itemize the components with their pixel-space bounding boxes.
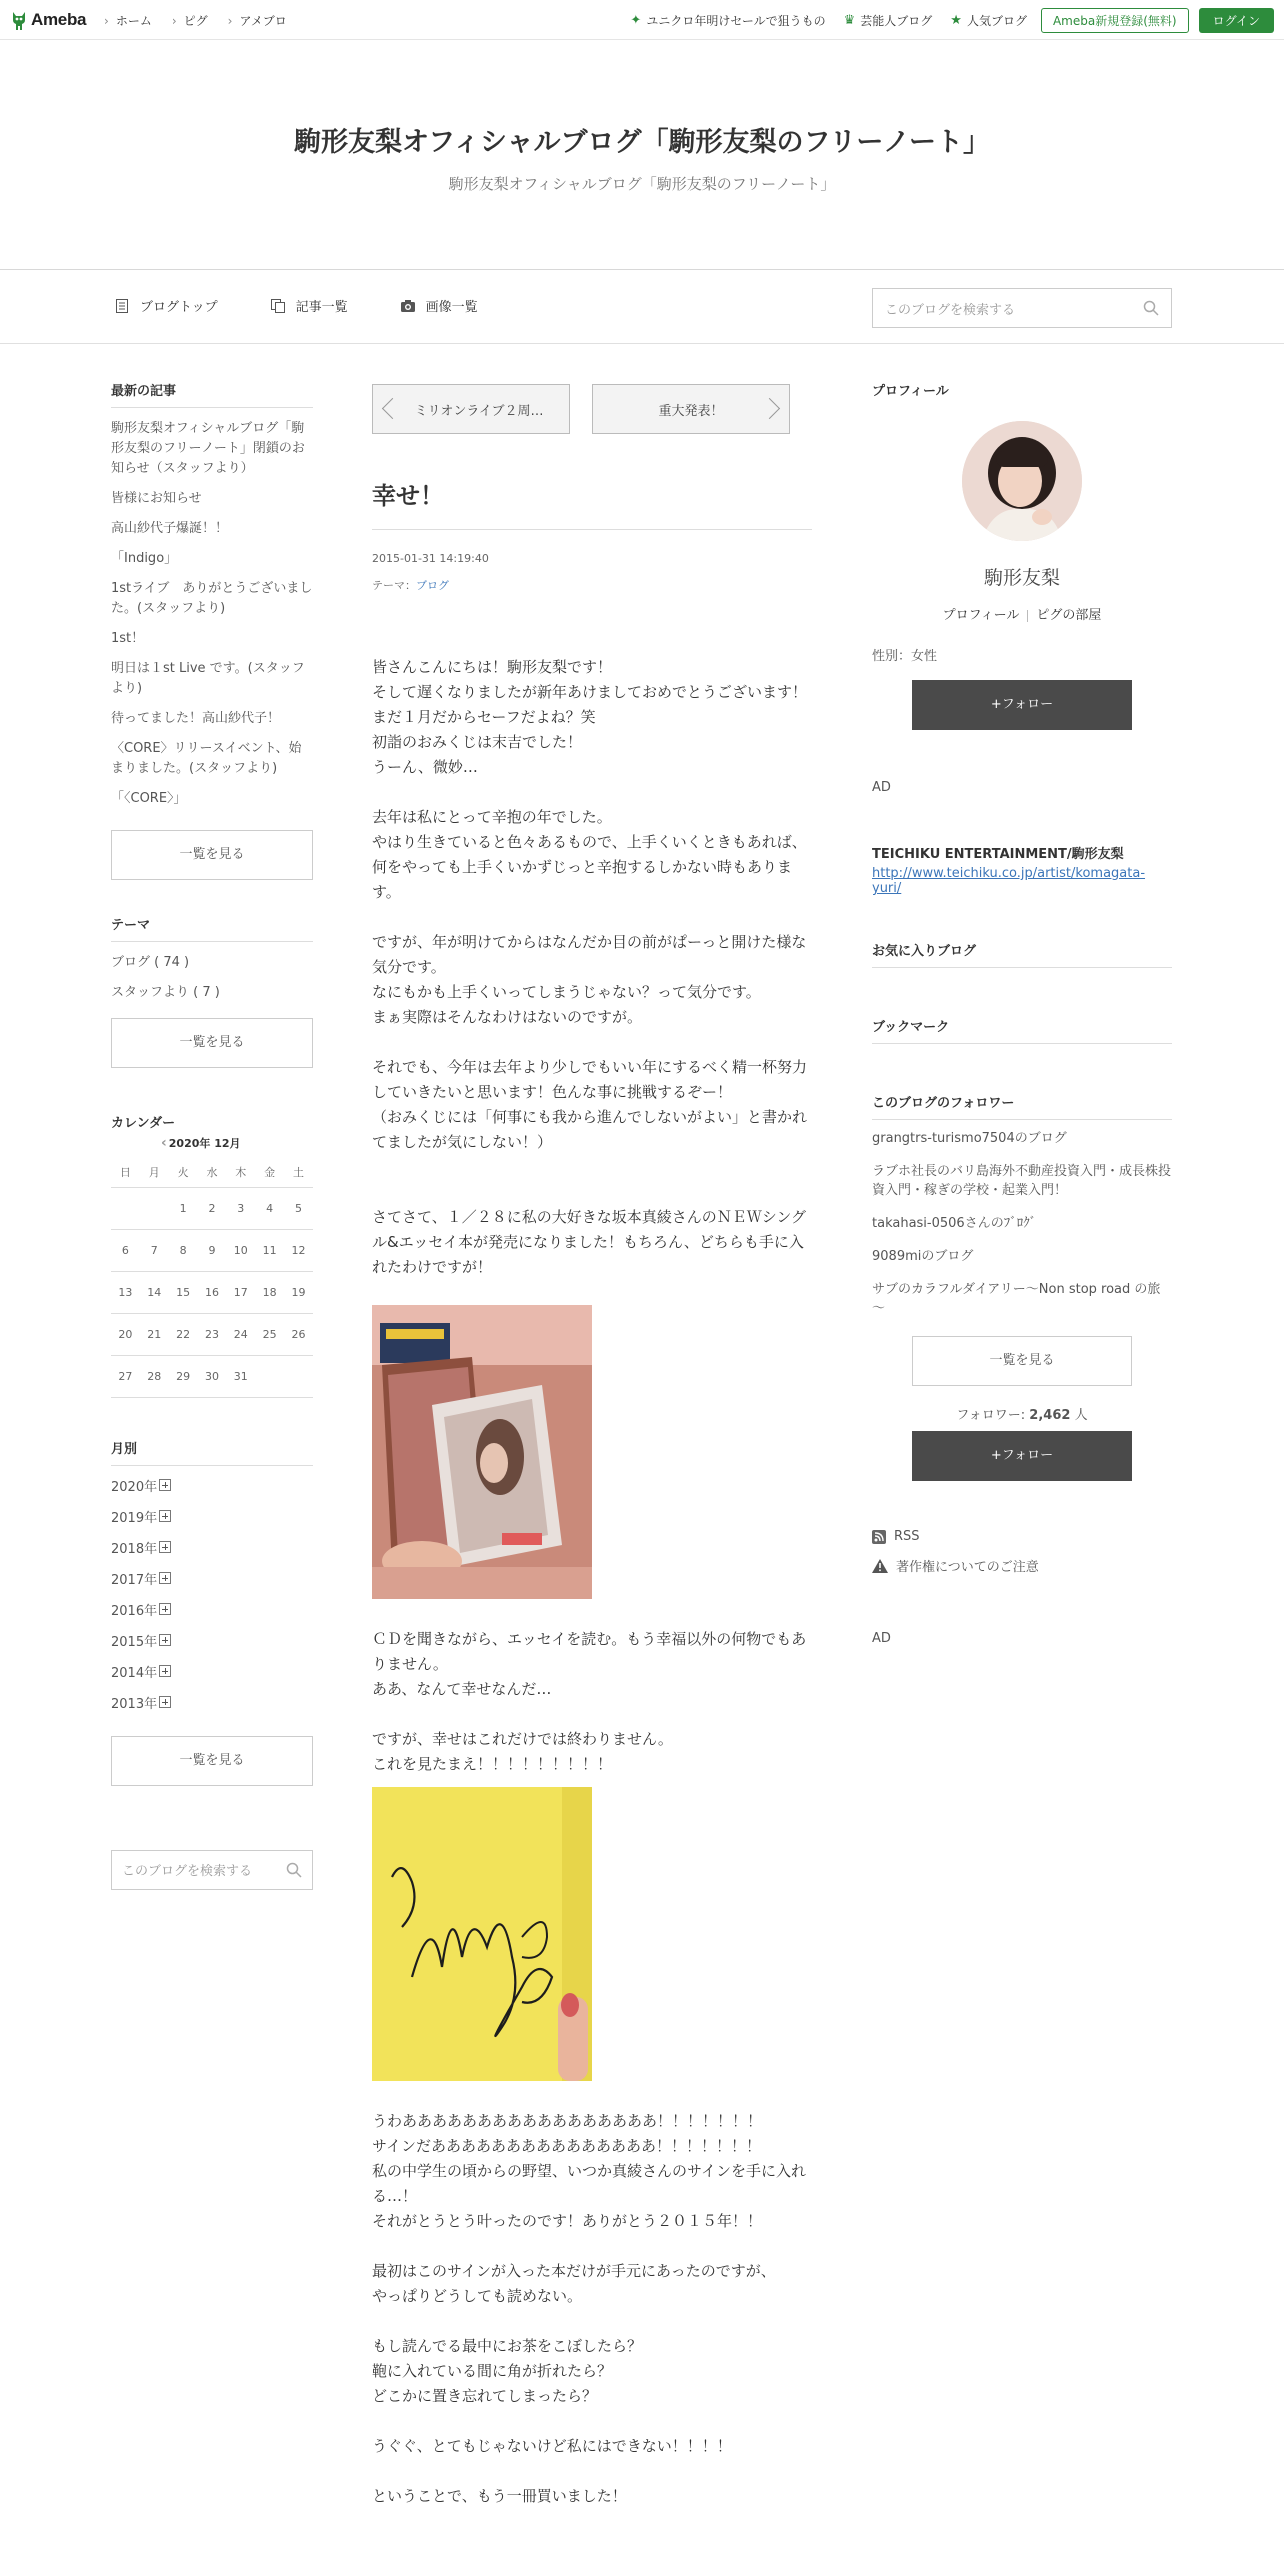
follower-count-label: フォロワー: xyxy=(956,1408,1026,1423)
divider xyxy=(372,529,812,530)
calendar-day[interactable]: 30 xyxy=(198,1355,227,1397)
pigg-room-link[interactable]: ピグの部屋 xyxy=(1036,608,1102,623)
cd-book-photo-image xyxy=(372,1305,592,1599)
top-right xyxy=(630,8,1274,33)
expand-icon[interactable] xyxy=(159,1572,171,1584)
theme-item-staff[interactable]: スタッフより ( 7 ) xyxy=(111,985,220,1000)
blog-menu-bar xyxy=(0,270,1284,344)
label-url-link[interactable]: http://www.teichiku.co.jp/artist/komagata-yuri/ xyxy=(872,866,1146,896)
entry-theme-prefix: テーマ： xyxy=(372,579,416,592)
follower-item[interactable]: サブのカラフルダイアリー～Non stop road の旅～ xyxy=(872,1282,1161,1316)
menu-image-list[interactable] xyxy=(400,296,478,315)
archive-year[interactable] xyxy=(111,1532,313,1563)
recent-more-button[interactable]: 一覧を見る xyxy=(111,830,313,880)
entry-paragraph: もし読んでる最中にお茶をこぼしたら？ 鞄に入れている間に角が折れたら？ どこかに置き忘れてしまったら？ xyxy=(372,2337,643,2405)
calendar-day[interactable]: 26 xyxy=(284,1313,313,1355)
calendar-day xyxy=(140,1187,169,1229)
profile-title: プロフィール xyxy=(872,384,949,399)
menu-article-list[interactable] xyxy=(270,296,348,315)
calendar-month: 2020年 12月 xyxy=(168,1137,241,1150)
archive-year-label: 2019年 xyxy=(111,1510,158,1526)
entry-paragraph: さてさて、１／２８に私の大好きな坂本真綾さんのＮＥＷシングル&エッセイ本が発売になりました！もちろん、どちらも手に入れたわけですが！ xyxy=(372,1208,807,1276)
entry-paragraph: ですが、年が明けてからはなんだか目の前がぱーっと開けた様な気分です。 なにもかも上手くいってしまうじゃない？って気分です。 まぁ実際はそんなわけはないのですが。 xyxy=(372,933,807,1026)
weekday-label: 金 xyxy=(255,1157,284,1187)
calendar-title: カレンダー xyxy=(111,1116,176,1131)
weekday-label: 水 xyxy=(198,1157,227,1187)
bookmark-title: ブックマーク xyxy=(872,1016,1172,1044)
entry-paragraph: それでも、今年は去年より少しでもいい年にするべく精一杯努力していきたいと思います！色んな事に挑戦するぞー！ （おみくじには「何事にも我から進んでしないがよい」と書かれてましたが気にしない！） xyxy=(372,1058,808,1151)
search-placeholder: このブログを検索する xyxy=(885,302,1016,318)
calendar-day[interactable]: 27 xyxy=(111,1355,140,1397)
label-name: TEICHIKU ENTERTAINMENT/駒形友梨 xyxy=(872,847,1124,862)
follow-button[interactable]: +フォロー xyxy=(912,680,1132,730)
recent-article-item[interactable]: 1st！ xyxy=(111,631,145,646)
calendar-day[interactable]: 2 xyxy=(198,1187,227,1229)
recent-article-item[interactable]: 明日は１st Live です。(スタッフより) xyxy=(111,661,305,696)
calendar-day[interactable]: 29 xyxy=(169,1355,198,1397)
entry-title[interactable]: 幸せ！ xyxy=(372,482,444,510)
calendar-day[interactable]: 23 xyxy=(198,1313,227,1355)
calendar-day[interactable]: 10 xyxy=(226,1229,255,1271)
feed-links xyxy=(872,1529,1172,1575)
right-sidebar xyxy=(872,380,1172,1646)
archive-year-label: 2016年 xyxy=(111,1603,158,1619)
favorites-title: お気に入りブログ xyxy=(872,940,1172,968)
calendar-header xyxy=(161,1135,313,1151)
menu-article-list-label: 記事一覧 xyxy=(295,300,348,315)
calendar-week xyxy=(111,1229,313,1271)
theme-item-blog[interactable]: ブログ ( 74 ) xyxy=(111,955,190,970)
calendar-week xyxy=(111,1187,313,1229)
calendar-week xyxy=(111,1271,313,1313)
archive-year-label: 2015年 xyxy=(111,1634,158,1650)
archive-year-label: 2018年 xyxy=(111,1541,158,1557)
rss-icon xyxy=(872,1530,886,1544)
popular-blog-link[interactable] xyxy=(950,12,1027,29)
avatar[interactable] xyxy=(962,421,1082,541)
celebrity-blog-link[interactable] xyxy=(844,12,933,29)
expand-icon[interactable] xyxy=(159,1665,171,1677)
weekday-label: 日 xyxy=(111,1157,140,1187)
recent-articles-title: 最新の記事 xyxy=(111,380,313,408)
archive-title: 月別 xyxy=(111,1438,313,1466)
calendar-day[interactable]: 15 xyxy=(169,1271,198,1313)
entry-paragraph: 最初はこのサインが入った本だけが手元にあったのですが、 やっぱりどうしても読めない。 xyxy=(372,2262,776,2305)
calendar-day[interactable]: 28 xyxy=(140,1355,169,1397)
profile-link[interactable]: プロフィール xyxy=(942,608,1020,623)
weekday-label: 木 xyxy=(226,1157,255,1187)
calendar-day[interactable]: 13 xyxy=(111,1271,140,1313)
recent-article-item[interactable]: 「〈CORE〉」 xyxy=(111,791,187,806)
archive-year-label: 2013年 xyxy=(111,1696,158,1712)
copyright-label: 著作権についてのご注意 xyxy=(896,1560,1039,1575)
ad-label-bottom: AD xyxy=(872,1631,891,1646)
recent-articles-list xyxy=(111,414,313,814)
archive-year[interactable] xyxy=(111,1501,313,1532)
calendar-day[interactable]: 6 xyxy=(111,1229,140,1271)
expand-icon[interactable] xyxy=(159,1479,171,1491)
calendar-day[interactable]: 24 xyxy=(226,1313,255,1355)
calendar-day xyxy=(284,1355,313,1397)
archive-year-label: 2020年 xyxy=(111,1479,158,1495)
calendar-week xyxy=(111,1313,313,1355)
followers-list xyxy=(872,1129,1172,1318)
theme-more-button[interactable]: 一覧を見る xyxy=(111,1018,313,1068)
menu-blog-top-label: ブログトップ xyxy=(140,300,218,315)
logo-text: Ameba xyxy=(31,10,87,29)
archive-year[interactable] xyxy=(111,1625,313,1656)
entry-photo-autograph[interactable] xyxy=(372,1787,592,2081)
calendar-day[interactable]: 1 xyxy=(169,1187,198,1229)
warning-icon xyxy=(872,1559,888,1573)
sparkle-icon: ✦ xyxy=(630,13,642,28)
calendar-day[interactable]: 3 xyxy=(226,1187,255,1229)
top-bar xyxy=(0,0,1284,40)
recent-article-item[interactable]: 〈CORE〉リリースイベント、始まりました。(スタッフより) xyxy=(111,741,302,776)
follower-item[interactable]: takahasi-0506さんのﾌﾞﾛｸﾞ xyxy=(872,1216,1037,1231)
entry-pager xyxy=(372,384,812,434)
avatar-image xyxy=(962,421,1082,541)
profile-links xyxy=(872,604,1172,623)
calendar-day xyxy=(111,1187,140,1229)
expand-icon[interactable] xyxy=(159,1603,171,1615)
ameba-logo-icon xyxy=(10,9,28,31)
entry-main xyxy=(372,384,812,2534)
archive-year-label: 2014年 xyxy=(111,1665,158,1681)
calendar-day[interactable]: 20 xyxy=(111,1313,140,1355)
entry-paragraph: ですが、幸せはこれだけでは終わりません。 これを見たまえ！！！！！！！！！ xyxy=(372,1730,673,1773)
follower-item[interactable]: grangtrs-turismo7504のブログ xyxy=(872,1131,1067,1146)
login-button[interactable]: ログイン xyxy=(1199,8,1274,33)
recent-article-item[interactable]: 皆様にお知らせ xyxy=(111,491,202,506)
calendar-table xyxy=(111,1157,313,1398)
recent-article-item[interactable]: 待ってました！高山紗代子！ xyxy=(111,711,281,726)
expand-icon[interactable] xyxy=(159,1541,171,1553)
entry-body xyxy=(372,655,812,2509)
nav-ameblo[interactable]: › アメブロ xyxy=(228,12,287,29)
expand-icon[interactable] xyxy=(159,1696,171,1708)
label-section xyxy=(872,843,1172,896)
calendar-day[interactable]: 14 xyxy=(140,1271,169,1313)
expand-icon[interactable] xyxy=(159,1510,171,1522)
entry-paragraph: ＣＤを聞きながら、エッセイを読む。もう幸福以外の何物でもありません。 ああ、なんて幸せなんだ… xyxy=(372,1630,807,1698)
menu-image-list-label: 画像一覧 xyxy=(425,300,478,315)
calendar-day[interactable]: 18 xyxy=(255,1271,284,1313)
copy-icon xyxy=(270,298,286,314)
nav-pigg[interactable]: › ピグ xyxy=(172,12,208,29)
autograph-photo-image xyxy=(372,1787,592,2081)
search-icon[interactable] xyxy=(1143,300,1159,316)
calendar-day[interactable]: 9 xyxy=(198,1229,227,1271)
popular-blog-label: 人気ブログ xyxy=(966,14,1027,28)
weekday-label: 月 xyxy=(140,1157,169,1187)
entry-paragraph: 皆さんこんにちは！駒形友梨です！ そして遅くなりましたが新年あけましておめでとうございます！ まだ１月だからセーフだよね？笑 初詣のおみくじは末吉でした！ うーん、微妙… xyxy=(372,658,808,776)
archive-year[interactable] xyxy=(111,1656,313,1687)
recent-article-item[interactable]: 駒形友梨オフィシャルブログ「駒形友梨のフリーノート」閉鎖のお知らせ（スタッフより） xyxy=(111,421,305,476)
expand-icon[interactable] xyxy=(159,1634,171,1646)
nav-home[interactable]: › ホーム xyxy=(104,12,152,29)
calendar-day xyxy=(255,1355,284,1397)
archive-more-button[interactable]: 一覧を見る xyxy=(111,1736,313,1786)
entry-theme-link[interactable]: ブログ xyxy=(416,579,449,592)
copyright-notice-link[interactable] xyxy=(872,1556,1172,1575)
entry-paragraph: ということで、もう一冊買いました！ xyxy=(372,2487,627,2505)
rss-label: RSS xyxy=(894,1529,920,1544)
rss-link[interactable] xyxy=(872,1529,1172,1544)
calendar-day[interactable]: 31 xyxy=(226,1355,255,1397)
chevron-left-icon[interactable]: ‹ xyxy=(161,1135,167,1151)
archive-year[interactable] xyxy=(111,1563,313,1594)
weekday-label: 土 xyxy=(284,1157,313,1187)
calendar-day[interactable]: 19 xyxy=(284,1271,313,1313)
crown-icon: ♛ xyxy=(843,13,856,28)
profile-gender: 性別：女性 xyxy=(872,649,938,664)
entry-paragraph: 去年は私にとって辛抱の年でした。 やはり生きていると色々あるもので、上手くいくときもあれば、 何をやっても上手くいかずじっと辛抱するしかない時もあります。 xyxy=(372,808,807,901)
calendar-day[interactable]: 7 xyxy=(140,1229,169,1271)
calendar-day[interactable]: 8 xyxy=(169,1229,198,1271)
follower-count xyxy=(872,1404,1172,1423)
entry-photo-cd-book[interactable] xyxy=(372,1305,592,1599)
menu-blog-top[interactable] xyxy=(114,296,218,315)
archive-list xyxy=(111,1470,313,1718)
sidebar-search-placeholder: このブログを検索する xyxy=(122,1864,253,1879)
search-icon[interactable] xyxy=(286,1862,302,1878)
entry-paragraph: うぐぐ、とてもじゃないけど私にはできない！！！！ xyxy=(372,2437,732,2455)
calendar-body xyxy=(111,1187,313,1397)
calendar-day[interactable]: 4 xyxy=(255,1187,284,1229)
ad-label: AD xyxy=(872,780,891,795)
weekday-label: 火 xyxy=(169,1157,198,1187)
calendar-day[interactable]: 5 xyxy=(284,1187,313,1229)
promo-label: ユニクロ年明けセールで狙うもの xyxy=(646,14,826,28)
blog-title[interactable]: 駒形友梨オフィシャルブログ「駒形友梨のフリーノート」 xyxy=(293,127,991,158)
register-button[interactable]: Ameba新規登録(無料) xyxy=(1041,8,1189,33)
ameba-logo[interactable] xyxy=(10,9,86,31)
archive-year[interactable] xyxy=(111,1470,313,1501)
blog-subtitle: 駒形友梨オフィシャルブログ「駒形友梨のフリーノート」 xyxy=(448,175,836,193)
follower-item[interactable]: 9089miのブログ xyxy=(872,1249,974,1264)
entry-date: 2015-01-31 14:19:40 xyxy=(372,552,489,565)
recent-article-item[interactable]: 1stライブ ありがとうございました。(スタッフより) xyxy=(111,581,313,616)
star-icon: ★ xyxy=(950,13,962,28)
blog-header xyxy=(0,40,1284,270)
followers-more-button[interactable]: 一覧を見る xyxy=(912,1336,1132,1386)
theme-title: テーマ xyxy=(111,914,313,942)
archive-year-label: 2017年 xyxy=(111,1572,158,1588)
calendar-day[interactable]: 22 xyxy=(169,1313,198,1355)
entry-theme xyxy=(372,577,812,593)
calendar-day[interactable]: 21 xyxy=(140,1313,169,1355)
celebrity-blog-label: 芸能人ブログ xyxy=(860,14,933,28)
entry-paragraph: うわあああああああああああああああああ！！！！！！！ サインだあああああああああああああああ！！！！！！！ 私の中学生の頃からの野望、いつか真綾さんのサインを手に入れる…！ それがとうとう叶ったのです！ありがとう２０１５年！！ xyxy=(372,2112,806,2230)
top-nav xyxy=(104,12,287,29)
calendar-day[interactable]: 11 xyxy=(255,1229,284,1271)
follower-item[interactable]: ラブホ社長のバリ島海外不動産投資入門・成長株投資入門・稼ぎの学校・起業入門！ xyxy=(872,1164,1172,1198)
recent-article-item[interactable]: 高山紗代子爆誕！！ xyxy=(111,521,229,536)
prev-entry-button[interactable]: ミリオンライブ２周… xyxy=(372,384,570,434)
profile-name[interactable]: 駒形友梨 xyxy=(983,567,1060,589)
left-sidebar xyxy=(111,380,313,1890)
follow-button-bottom[interactable]: +フォロー xyxy=(912,1431,1132,1481)
calendar-day[interactable]: 25 xyxy=(255,1313,284,1355)
blog-search-input[interactable] xyxy=(872,288,1172,328)
follower-count-unit: 人 xyxy=(1074,1408,1088,1423)
promo-link[interactable] xyxy=(630,12,825,29)
calendar-week xyxy=(111,1355,313,1397)
document-icon xyxy=(114,298,130,314)
calendar-day[interactable]: 16 xyxy=(198,1271,227,1313)
calendar-day[interactable]: 17 xyxy=(226,1271,255,1313)
divider xyxy=(1027,610,1028,622)
archive-year[interactable] xyxy=(111,1687,313,1718)
recent-article-item[interactable]: 「Indigo」 xyxy=(111,551,178,566)
camera-icon xyxy=(400,298,416,314)
followers-title: このブログのフォロワー xyxy=(872,1092,1172,1120)
calendar-day[interactable]: 12 xyxy=(284,1229,313,1271)
next-entry-button[interactable]: 重大発表！ xyxy=(592,384,790,434)
sidebar-search-input[interactable] xyxy=(111,1850,313,1890)
follower-count-value: 2,462 xyxy=(1029,1408,1071,1423)
archive-year[interactable] xyxy=(111,1594,313,1625)
